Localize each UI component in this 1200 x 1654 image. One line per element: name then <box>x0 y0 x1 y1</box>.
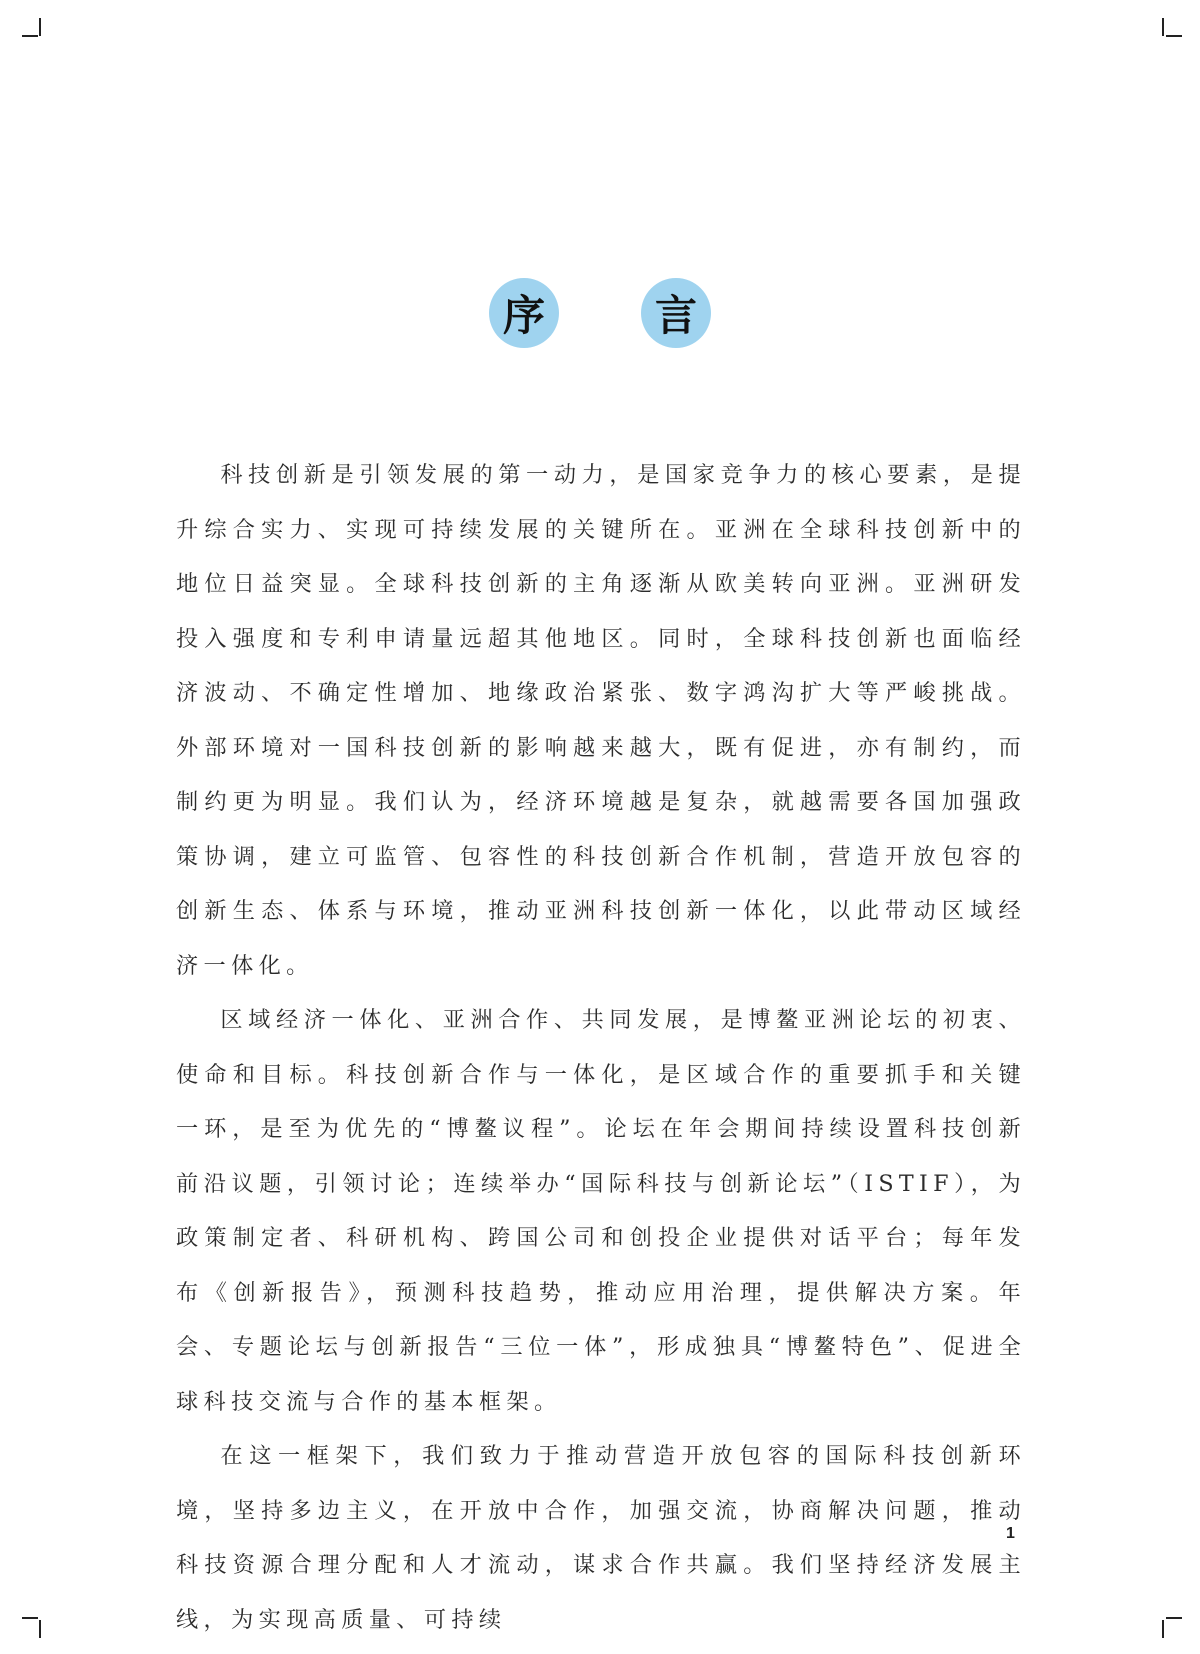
crop-mark <box>39 1620 41 1638</box>
page-title <box>0 278 1200 348</box>
crop-mark <box>1166 1617 1182 1619</box>
crop-mark <box>22 1617 38 1619</box>
crop-mark <box>22 35 38 37</box>
paragraph: 在这一框架下，我们致力于推动营造开放包容的国际科技创新环境，坚持多边主义，在开放中合作，加强交流，协商解决问题，推动科技资源合理分配和人才流动，谋求合作共赢。我们坚持经济发展主线，为实现高质量、可持续 <box>176 1443 1026 1633</box>
crop-mark <box>1162 18 1164 36</box>
crop-mark <box>1162 1620 1164 1638</box>
crop-mark <box>1166 35 1182 37</box>
title-char-circle: 言 <box>641 278 711 348</box>
crop-mark <box>39 18 41 36</box>
paragraph: 科技创新是引领发展的第一动力，是国家竞争力的核心要素，是提升综合实力、实现可持续发展的关键所在。亚洲在全球科技创新中的地位日益突显。全球科技创新的主角逐渐从欧美转向亚洲。亚洲研发投入强度和专利申请量远超其他地区。同时，全球科技创新也面临经济波动、不确定性增加、地缘政治紧张、数字鸿沟扩大等严峻挑战。外部环境对一国科技创新的影响越来越大，既有促进，亦有制约，而制约更为明显。我们认为，经济环境越是复杂，就越需要各国加强政策协调，建立可监管、包容性的科技创新合作机制，营造开放包容的创新生态、体系与环境，推动亚洲科技创新一体化，以此带动区域经济一体化。 <box>176 462 1026 979</box>
title-char-circle: 序 <box>489 278 559 348</box>
page-number: 1 <box>1006 1525 1015 1542</box>
paragraph: 区域经济一体化、亚洲合作、共同发展，是博鳌亚洲论坛的初衷、使命和目标。科技创新合作与一体化，是区域合作的重要抓手和关键一环，是至为优先的“博鳌议程”。论坛在年会期间持续设置科技创新前沿议题，引领讨论；连续举办“国际科技与创新论坛”（ISTIF），为政策制定者、科研机构、跨国公司和创投企业提供对话平台；每年发布《创新报告》，预测科技趋势，推动应用治理，提供解决方案。年会、专题论坛与创新报告“三位一体”，形成独具“博鳌特色”、促进全球科技交流与合作的基本框架。 <box>176 1007 1026 1415</box>
preface-body <box>176 448 1026 1647</box>
